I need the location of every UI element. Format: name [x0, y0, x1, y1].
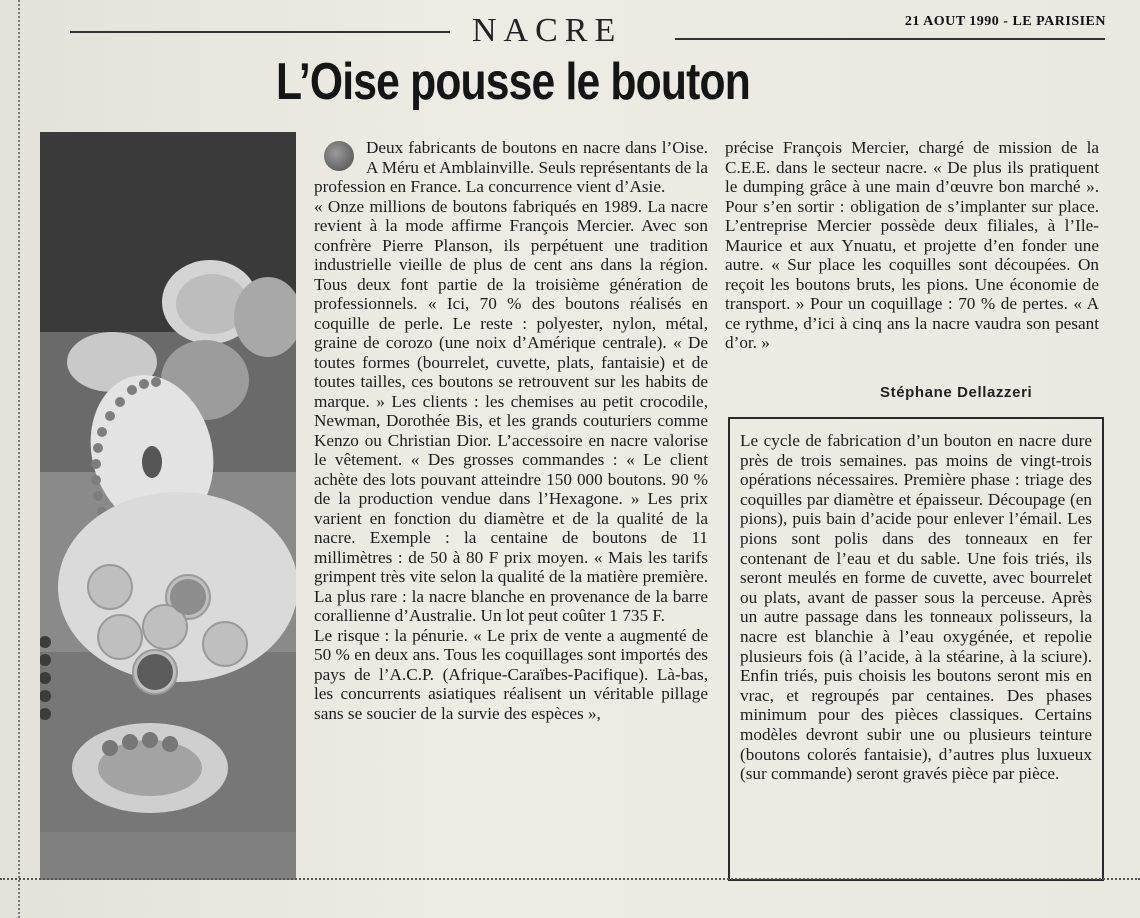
body-paragraph-2: Le risque : la pénurie. « Le prix de vente a augmenté de 50 % en deux ans. Tous les coquillages sont importés des pays de l’A.C.P. (Afrique-Caraïbes-Pacifique). Là-bas, les concurrents asiatiques réalisent un véritable pillage sans se soucier de la survie des espèces »,: [314, 625, 708, 723]
article-photo: [40, 132, 296, 880]
page-edge-divider: [18, 0, 22, 918]
article-column-1: [314, 138, 708, 888]
rubric-rule-right: [675, 38, 1105, 40]
page-fold-line: [0, 878, 1140, 882]
lead-bullet-icon: [324, 141, 354, 171]
lead-paragraph: Deux fabricants de boutons en nacre dans l’Oise. A Méru et Amblainville. Seuls représentants de la profession en France. La concurrence vient d’Asie.: [314, 138, 708, 196]
body-paragraph-3: précise François Mercier, chargé de mission de la C.E.E. dans le secteur nacre. « De plus ils pratiquent le dumping grâce à une main d’œuvre bon marché ». Pour s’en sortir : obligation de s’implanter sur place. L’entreprise Mercier possède deux filiales, à l’Ile-Maurice et aux Ynuatu, et projette d’en fonder une autre. « Sur place les coquilles sont découpées. On reçoit les boutons bruts, les pions. Une économie de transport. » Pour un coquillage : 70 % de pertes. « A ce rythme, d’ici à cinq ans la nacre vaudra son pesant d’or. »: [725, 138, 1099, 352]
headline: L’Oise pousse le bouton: [276, 53, 750, 111]
author-byline: Stéphane Dellazzeri: [880, 384, 1033, 401]
sidebar-box: [728, 417, 1104, 881]
mother-of-pearl-shells-illustration: [40, 132, 296, 880]
sidebar-box-text: Le cycle de fabrication d’un bouton en nacre dure près de trois semaines. pas moins de vingt-trois opérations nécessaires. Première phase : triage des coquilles par diamètre et épaisseur. Découpage (en pions), puis bain d’acide pour enlever l’émail. Les pions sont polis dans des tonneaux en fer contenant de l’eau et du sable. Une fois triés, ils seront meulés en forme de cuvette, avec bourrelet ou plats, avant de passer sous la perceuse. Après un autre passage dans les tonneaux polisseurs, la nacre est blanchie à l’eau oxygénée, et repolie plusieurs fois (à l’acide, à la stéarine, à la sciure). Enfin triés, puis choisis les boutons seront mis en vrac, et regroupés par centaines. Des phases minimum pour des pièces classiques. Certains modèles devront subir une ou plusieurs teinture (boutons colorés fantaisie), d’autres plus luxueux (sur commande) seront gravés pièce par pièce.: [740, 431, 1092, 784]
rubric-rule-left: [70, 31, 450, 33]
dateline: 21 AOUT 1990 - LE PARISIEN: [904, 14, 1106, 29]
body-paragraph-1: « Onze millions de boutons fabriqués en 1989. La nacre revient à la mode affirme François Mercier. Avec son confrère Pierre Planson, ils perpétuent une tradition industrielle vieille de plus de cent ans dans la région. Tous deux font partie de la troisième génération de professionnels. « Ici, 70 % des boutons réalisés en coquille de perle. Le reste : polyester, nylon, métal, graine de corozo (une noix d’Amérique centrale). « De toutes formes (bourrelet, cuvette, plats, fantaisie) et de toutes tailles, ces boutons se retrouvent sur les habits de marque. » Les clients : les chemises au petit crocodile, Newman, Dorothée Bis, et les grands couturiers comme Kenzo ou Christian Dior. L’accessoire en nacre valorise le vêtement. « Des grosses commandes : « Le client achète des lots pouvant atteindre 150 000 boutons. 90 % de la production vendue dans l’Hexagone. » Les prix varient en fonction du diamètre et de la qualité de la nacre. Exemple : la centaine de boutons de 11 millimètres : de 50 à 80 F prix moyen. « Mais les tarifs grimpent très vite selon la qualité de la matière première. La plus rare : la nacre blanche en provenance de la barre corallienne d’Australie. Un lot peut coûter 1 735 F.: [314, 196, 708, 625]
article-column-2: [725, 138, 1099, 388]
rubric-title: NACRE: [472, 12, 623, 49]
